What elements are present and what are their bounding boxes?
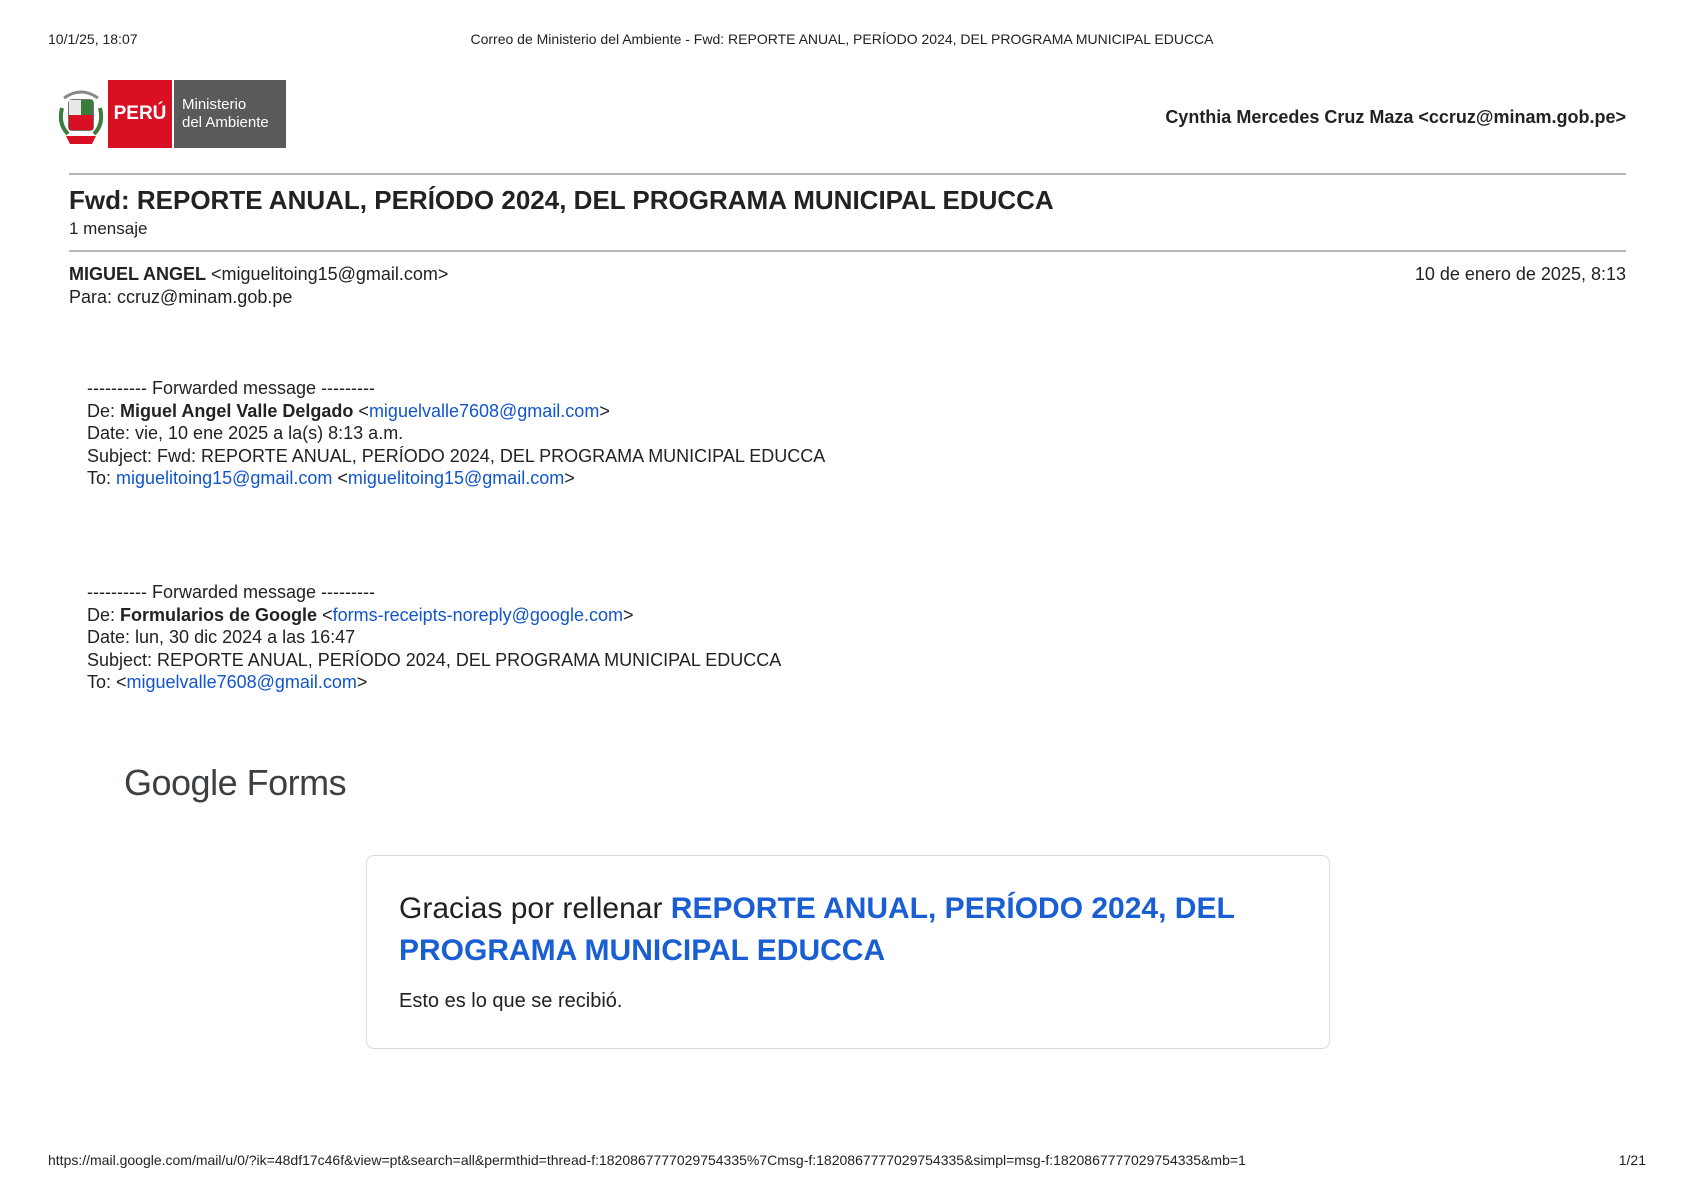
forward-from-email-link[interactable]: miguelvalle7608@gmail.com	[368, 400, 600, 421]
print-url: https://mail.google.com/mail/u/0/?ik=48df17c46f&view=pt&search=all&permthid=thread-f:1820867777029754335%7Cmsg-f:1820867777029754335&simpl=msg-f:1820867777029754335&mb=1	[48, 1152, 1246, 1168]
print-title: Correo de Ministerio del Ambiente - Fwd: REPORTE ANUAL, PERÍODO 2024, DEL PROGRAMA MUNICIPAL EDUCCA	[470, 31, 1214, 47]
forward-to: To: <miguelvalle7608@gmail.com>	[87, 672, 368, 692]
message-count: 1 mensaje	[69, 219, 148, 238]
forward-to-name-link[interactable]: miguelitoing15@gmail.com	[116, 468, 333, 488]
forward-from: De: Formularios de Google <forms-receipts-noreply@google.com>	[87, 604, 634, 625]
ministry-line2: del Ambiente	[182, 114, 269, 131]
message-sender	[69, 264, 448, 285]
forms-word: Forms	[246, 762, 347, 803]
ministry-line1: Ministerio	[182, 96, 247, 113]
account-name: Cynthia Mercedes Cruz Maza <ccruz@minam.gob.pe>	[1165, 107, 1626, 127]
forward-subject: Subject: REPORTE ANUAL, PERÍODO 2024, DEL PROGRAMA MUNICIPAL EDUCCA	[87, 649, 782, 670]
thread-subject: Fwd: REPORTE ANUAL, PERÍODO 2024, DEL PROGRAMA MUNICIPAL EDUCCA	[69, 185, 1054, 215]
forward-header: ---------- Forwarded message ---------	[87, 378, 375, 398]
page-number: 1/21	[1618, 1152, 1646, 1168]
forward-header: ---------- Forwarded message ---------	[87, 582, 375, 602]
card-heading	[399, 888, 1279, 972]
divider	[69, 173, 1626, 175]
forward-to-email-link[interactable]: miguelvalle7608@gmail.com	[126, 672, 357, 692]
divider	[69, 250, 1626, 252]
forward-date: Date: vie, 10 ene 2025 a la(s) 8:13 a.m.	[87, 423, 404, 443]
forwarded-message-1	[87, 377, 825, 490]
peru-label: PERÚ	[108, 80, 172, 148]
print-date: 10/1/25, 18:07	[48, 31, 138, 47]
form-receipt-card	[366, 855, 1330, 1049]
forward-from-name: Miguel Angel Valle Delgado	[120, 400, 354, 421]
sender-name: MIGUEL ANGEL	[69, 264, 207, 284]
ministry-logo	[58, 80, 286, 148]
forward-date: Date: lun, 30 dic 2024 a las 16:47	[87, 627, 356, 647]
forward-to: To: miguelitoing15@gmail.com <miguelitoing15@gmail.com>	[87, 468, 575, 488]
coat-of-arms-icon	[58, 80, 104, 148]
form-title-link[interactable]: REPORTE ANUAL, PERÍODO 2024, DEL PROGRAMA MUNICIPAL EDUCCA	[399, 892, 1235, 967]
card-prefix: Gracias por rellenar	[399, 892, 671, 925]
forward-from-email-link[interactable]: forms-receipts-noreply@google.com	[332, 604, 623, 625]
ministry-label	[172, 80, 286, 148]
sender-email: <miguelitoing15@gmail.com>	[211, 264, 449, 284]
google-word: Google	[124, 762, 238, 803]
forward-to-email-link[interactable]: miguelitoing15@gmail.com	[347, 468, 565, 488]
forward-from: De: Miguel Angel Valle Delgado <miguelvalle7608@gmail.com>	[87, 400, 610, 421]
forwarded-message-2	[87, 581, 781, 694]
message-recipient: Para: ccruz@minam.gob.pe	[69, 287, 293, 307]
card-subtitle: Esto es lo que se recibió.	[399, 990, 623, 1012]
message-date: 10 de enero de 2025, 8:13	[1414, 264, 1626, 284]
forward-subject: Subject: Fwd: REPORTE ANUAL, PERÍODO 2024, DEL PROGRAMA MUNICIPAL EDUCCA	[87, 445, 826, 466]
forward-from-name: Formularios de Google	[120, 604, 318, 625]
google-forms-logo	[124, 762, 346, 804]
